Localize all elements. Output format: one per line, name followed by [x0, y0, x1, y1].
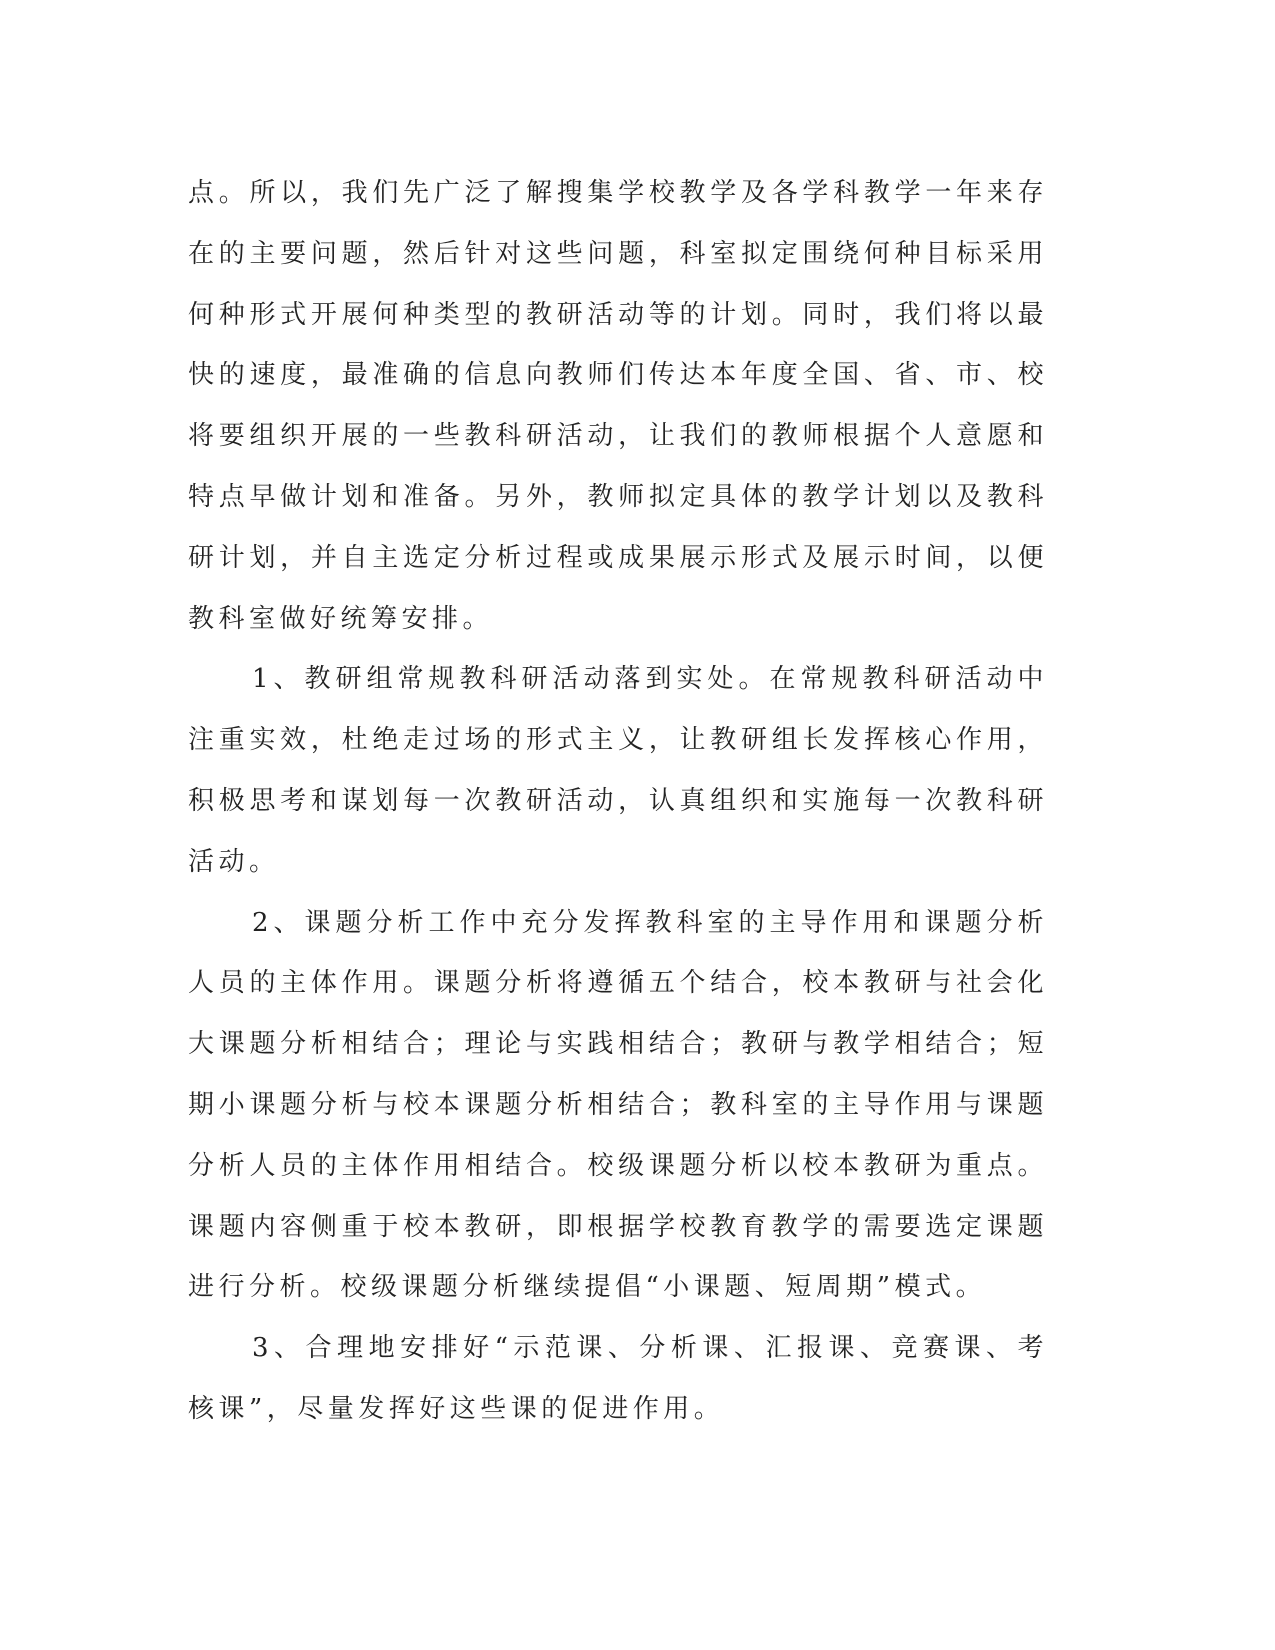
- paragraph-item-2: 2、课题分析工作中充分发挥教科室的主导作用和课题分析人员的主体作用。课题分析将遵循五个结合，校本教研与社会化大课题分析相结合；理论与实践相结合；教研与教学相结合；短期小课题分析与校本课题分析相结合；教科室的主导作用与课题分析人员的主体作用相结合。校级课题分析以校本教研为重点。课题内容侧重于校本教研，即根据学校教育教学的需要选定课题进行分析。校级课题分析继续提倡“小课题、短周期”模式。: [188, 907, 1048, 1303]
- paragraph-intro-continued: 点。所以，我们先广泛了解搜集学校教学及各学科教学一年来存在的主要问题，然后针对这些问题，科室拟定围绕何种目标采用何种形式开展何种类型的教研活动等的计划。同时，我们将以最快的速度，最准确的信息向教师们传达本年度全国、省、市、校将要组织开展的一些教科研活动，让我们的教师根据个人意愿和特点早做计划和准备。另外，教师拟定具体的教学计划以及教科研计划，并自主选定分析过程或成果展示形式及展示时间，以便教科室做好统筹安排。: [188, 178, 1048, 634]
- document-body: [188, 163, 1048, 1440]
- paragraph-item-3: 3、合理地安排好“示范课、分析课、汇报课、竞赛课、考核课”，尽量发挥好这些课的促进作用。: [188, 1333, 1048, 1424]
- paragraph-item-1: 1、教研组常规教科研活动落到实处。在常规教科研活动中注重实效，杜绝走过场的形式主义，让教研组长发挥核心作用，积极思考和谋划每一次教研活动，认真组织和实施每一次教科研活动。: [188, 664, 1048, 877]
